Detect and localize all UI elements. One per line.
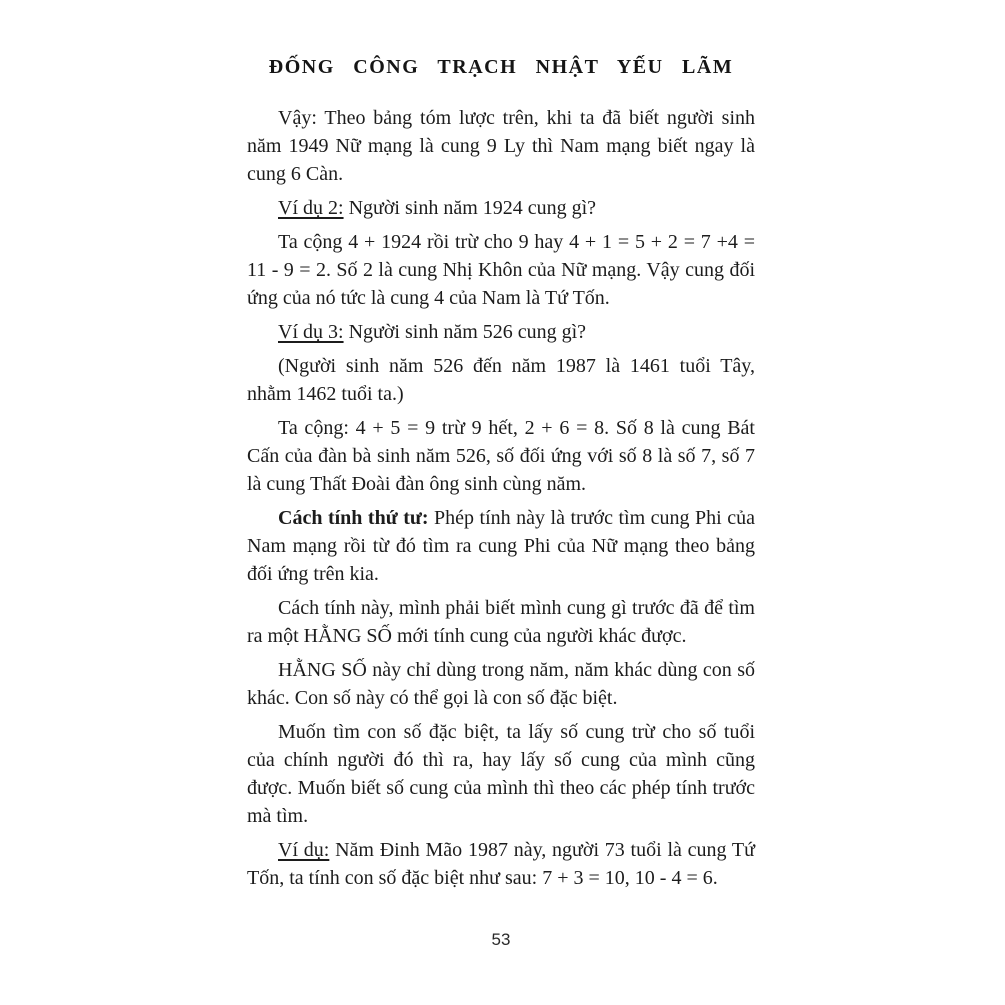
paragraph-text: Người sinh năm 526 cung gì?	[343, 321, 587, 343]
paragraph-text: Cách tính này, mình phải biết mình cung gì trước đã để tìm ra một HẰNG SỐ mới tính cung của người khác được.	[247, 597, 755, 647]
paragraph	[247, 104, 755, 188]
paragraph-text: Năm Đinh Mão 1987 này, người 73 tuổi là cung Tứ Tốn, ta tính con số đặc biệt như sau: 7 + 3 = 10, 10 - 4 = 6.	[247, 839, 755, 889]
page-number: 53	[491, 930, 511, 949]
paragraph-text: Ta cộng: 4 + 5 = 9 trừ 9 hết, 2 + 6 = 8. Số 8 là cung Bát Cấn của đàn bà sinh năm 526, số đối ứng với số 8 là số 7, số 7 là cung Thất Đoài đàn ông sinh cùng năm.	[247, 417, 755, 495]
paragraph	[247, 656, 755, 712]
paragraph	[247, 194, 755, 222]
paragraph	[247, 718, 755, 830]
paragraph-text: Muốn tìm con số đặc biệt, ta lấy số cung trừ cho số tuổi của chính người đó thì ra, hay lấy số cung của mình cũng được. Muốn biết số cung của mình thì theo các phép tính trước mà tìm.	[247, 721, 755, 827]
paragraph-text: HẰNG SỐ này chỉ dùng trong năm, năm khác dùng con số khác. Con số này có thể gọi là con số đặc biệt.	[247, 659, 755, 709]
paragraph	[247, 504, 755, 588]
text-column	[247, 104, 755, 898]
paragraph-lead: Ví dụ:	[278, 839, 330, 861]
paragraph-text: Ta cộng 4 + 1924 rồi trừ cho 9 hay 4 + 1 = 5 + 2 = 7 +4 = 11 - 9 = 2. Số 2 là cung Nhị Khôn của Nữ mạng. Vậy cung đối ứng của nó tức là cung 4 của Nam là Tứ Tốn.	[247, 231, 755, 309]
paragraph-text: Phép tính này là trước tìm cung Phi của Nam mạng rồi từ đó tìm ra cung Phi của Nữ mạng theo bảng đối ứng trên kia.	[247, 507, 755, 585]
paragraph	[247, 352, 755, 408]
running-header-title: ĐỐNG CÔNG TRẠCH NHẬT YẾU LÃM	[268, 56, 734, 78]
paragraph-lead: Cách tính thứ tư:	[278, 507, 429, 529]
paragraph	[247, 594, 755, 650]
paragraph	[247, 836, 755, 892]
paragraph	[247, 414, 755, 498]
paragraph-text: Vậy: Theo bảng tóm lược trên, khi ta đã biết người sinh năm 1949 Nữ mạng là cung 9 Ly thì Nam mạng biết ngay là cung 6 Càn.	[247, 107, 755, 185]
paragraph	[247, 228, 755, 312]
paragraph-lead: Ví dụ 3:	[278, 321, 344, 343]
paragraph-text: Người sinh năm 1924 cung gì?	[343, 197, 597, 219]
paragraph	[247, 318, 755, 346]
paragraph-text: (Người sinh năm 526 đến năm 1987 là 1461 tuổi Tây, nhằm 1462 tuổi ta.)	[247, 355, 755, 405]
paragraph-lead: Ví dụ 2:	[278, 197, 344, 219]
